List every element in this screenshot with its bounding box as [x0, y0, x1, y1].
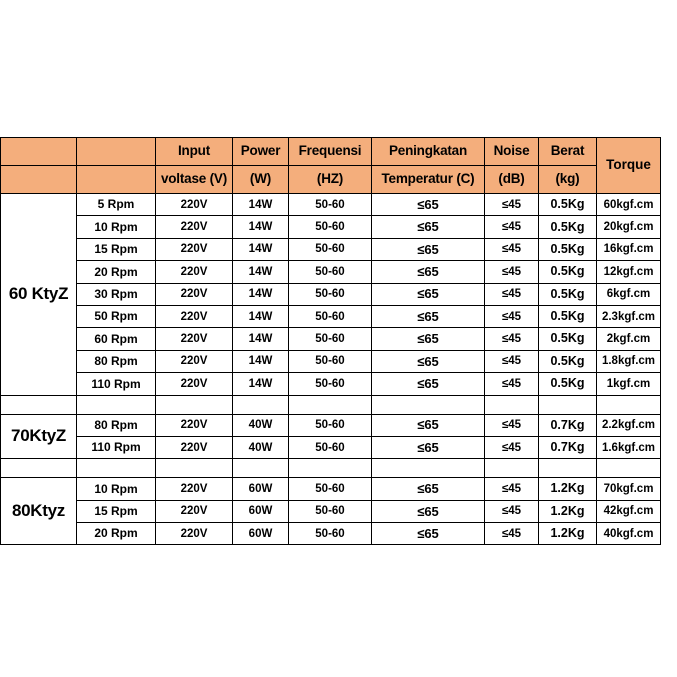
cell-power: 14W	[233, 328, 289, 350]
cell-power: 14W	[233, 261, 289, 283]
table-row	[1, 373, 661, 395]
cell-input: 220V	[156, 238, 233, 260]
cell-torque: 16kgf.cm	[597, 238, 661, 260]
header-row-top	[1, 138, 661, 166]
spacer-cell	[597, 395, 661, 414]
cell-power: 40W	[233, 414, 289, 436]
table-header	[1, 138, 661, 194]
cell-berat: 0.5Kg	[539, 194, 597, 216]
cell-temp: ≤65	[372, 238, 485, 260]
cell-rpm: 5 Rpm	[77, 194, 156, 216]
cell-noise: ≤45	[485, 194, 539, 216]
cell-torque: 12kgf.cm	[597, 261, 661, 283]
cell-freq: 50-60	[289, 373, 372, 395]
cell-freq: 50-60	[289, 414, 372, 436]
table-row	[1, 436, 661, 458]
header-input-top: Input	[156, 138, 233, 166]
table-row	[1, 350, 661, 372]
cell-power: 14W	[233, 305, 289, 327]
cell-rpm: 10 Rpm	[77, 216, 156, 238]
cell-rpm: 20 Rpm	[77, 523, 156, 545]
spacer-cell	[597, 459, 661, 478]
cell-power: 14W	[233, 194, 289, 216]
cell-power: 40W	[233, 436, 289, 458]
cell-rpm: 110 Rpm	[77, 436, 156, 458]
spacer-cell	[485, 395, 539, 414]
spacer-cell	[77, 459, 156, 478]
table-row	[1, 305, 661, 327]
cell-freq: 50-60	[289, 523, 372, 545]
section-spacer-row	[1, 459, 661, 478]
cell-rpm: 80 Rpm	[77, 350, 156, 372]
cell-torque: 2.3kgf.cm	[597, 305, 661, 327]
header-blank-model	[1, 138, 77, 166]
cell-noise: ≤45	[485, 283, 539, 305]
cell-freq: 50-60	[289, 283, 372, 305]
spacer-cell	[156, 395, 233, 414]
spacer-model-cell	[1, 395, 77, 414]
cell-input: 220V	[156, 350, 233, 372]
cell-berat: 0.5Kg	[539, 305, 597, 327]
cell-freq: 50-60	[289, 238, 372, 260]
cell-power: 14W	[233, 283, 289, 305]
section-spacer-row	[1, 395, 661, 414]
cell-berat: 1.2Kg	[539, 478, 597, 500]
table-row	[1, 500, 661, 522]
cell-temp: ≤65	[372, 328, 485, 350]
cell-torque: 42kgf.cm	[597, 500, 661, 522]
cell-noise: ≤45	[485, 414, 539, 436]
cell-temp: ≤65	[372, 194, 485, 216]
cell-input: 220V	[156, 283, 233, 305]
spacer-cell	[485, 459, 539, 478]
cell-berat: 1.2Kg	[539, 523, 597, 545]
spacer-cell	[372, 459, 485, 478]
cell-power: 60W	[233, 478, 289, 500]
cell-torque: 20kgf.cm	[597, 216, 661, 238]
header-noise-unit: (dB)	[485, 166, 539, 194]
cell-input: 220V	[156, 500, 233, 522]
table-row	[1, 478, 661, 500]
cell-berat: 0.5Kg	[539, 261, 597, 283]
cell-berat: 0.7Kg	[539, 436, 597, 458]
cell-input: 220V	[156, 523, 233, 545]
cell-input: 220V	[156, 261, 233, 283]
cell-freq: 50-60	[289, 216, 372, 238]
header-blank-model-2	[1, 166, 77, 194]
cell-freq: 50-60	[289, 194, 372, 216]
header-peningkatan-top: Peningkatan	[372, 138, 485, 166]
cell-berat: 0.5Kg	[539, 373, 597, 395]
spacer-cell	[233, 459, 289, 478]
table-row	[1, 216, 661, 238]
header-power-top: Power	[233, 138, 289, 166]
cell-temp: ≤65	[372, 414, 485, 436]
cell-torque: 60kgf.cm	[597, 194, 661, 216]
table-row	[1, 414, 661, 436]
header-power-unit: (W)	[233, 166, 289, 194]
cell-freq: 50-60	[289, 261, 372, 283]
header-noise-top: Noise	[485, 138, 539, 166]
cell-temp: ≤65	[372, 350, 485, 372]
cell-rpm: 50 Rpm	[77, 305, 156, 327]
cell-noise: ≤45	[485, 305, 539, 327]
cell-berat: 0.5Kg	[539, 328, 597, 350]
cell-berat: 0.5Kg	[539, 238, 597, 260]
cell-freq: 50-60	[289, 500, 372, 522]
cell-noise: ≤45	[485, 500, 539, 522]
cell-rpm: 15 Rpm	[77, 238, 156, 260]
cell-torque: 1.6kgf.cm	[597, 436, 661, 458]
spacer-cell	[539, 395, 597, 414]
cell-input: 220V	[156, 194, 233, 216]
table-row	[1, 238, 661, 260]
model-label-80ktyz: 80Ktyz	[1, 478, 77, 545]
cell-berat: 1.2Kg	[539, 500, 597, 522]
cell-freq: 50-60	[289, 305, 372, 327]
table-row	[1, 283, 661, 305]
header-frequensi-unit: (HZ)	[289, 166, 372, 194]
cell-input: 220V	[156, 328, 233, 350]
table-row	[1, 261, 661, 283]
spacer-cell	[77, 395, 156, 414]
cell-power: 14W	[233, 350, 289, 372]
spacer-cell	[233, 395, 289, 414]
spacer-cell	[372, 395, 485, 414]
cell-torque: 6kgf.cm	[597, 283, 661, 305]
spec-table	[0, 137, 661, 545]
cell-rpm: 80 Rpm	[77, 414, 156, 436]
cell-temp: ≤65	[372, 523, 485, 545]
cell-power: 14W	[233, 238, 289, 260]
cell-rpm: 15 Rpm	[77, 500, 156, 522]
cell-input: 220V	[156, 305, 233, 327]
cell-torque: 1kgf.cm	[597, 373, 661, 395]
header-blank-rpm-2	[77, 166, 156, 194]
table-row	[1, 194, 661, 216]
table-row	[1, 523, 661, 545]
model-label-60-ktyz: 60 KtyZ	[1, 194, 77, 396]
spacer-cell	[156, 459, 233, 478]
header-berat-unit: (kg)	[539, 166, 597, 194]
cell-temp: ≤65	[372, 216, 485, 238]
header-frequensi-top: Frequensi	[289, 138, 372, 166]
cell-noise: ≤45	[485, 373, 539, 395]
spacer-model-cell	[1, 459, 77, 478]
cell-berat: 0.7Kg	[539, 414, 597, 436]
cell-noise: ≤45	[485, 238, 539, 260]
cell-input: 220V	[156, 414, 233, 436]
cell-noise: ≤45	[485, 216, 539, 238]
cell-temp: ≤65	[372, 478, 485, 500]
header-peningkatan-unit: Temperatur (C)	[372, 166, 485, 194]
cell-temp: ≤65	[372, 283, 485, 305]
cell-noise: ≤45	[485, 328, 539, 350]
cell-input: 220V	[156, 216, 233, 238]
cell-berat: 0.5Kg	[539, 283, 597, 305]
model-label-70ktyz: 70KtyZ	[1, 414, 77, 459]
header-blank-rpm	[77, 138, 156, 166]
cell-noise: ≤45	[485, 478, 539, 500]
cell-noise: ≤45	[485, 523, 539, 545]
table-row	[1, 328, 661, 350]
header-input-unit: voltase (V)	[156, 166, 233, 194]
cell-input: 220V	[156, 478, 233, 500]
table-body	[1, 194, 661, 545]
cell-rpm: 110 Rpm	[77, 373, 156, 395]
spacer-cell	[289, 459, 372, 478]
cell-temp: ≤65	[372, 500, 485, 522]
cell-torque: 2kgf.cm	[597, 328, 661, 350]
cell-power: 14W	[233, 216, 289, 238]
cell-torque: 2.2kgf.cm	[597, 414, 661, 436]
cell-noise: ≤45	[485, 261, 539, 283]
cell-rpm: 20 Rpm	[77, 261, 156, 283]
header-row-bottom	[1, 166, 661, 194]
cell-freq: 50-60	[289, 478, 372, 500]
cell-input: 220V	[156, 373, 233, 395]
cell-power: 14W	[233, 373, 289, 395]
cell-temp: ≤65	[372, 305, 485, 327]
cell-freq: 50-60	[289, 350, 372, 372]
cell-rpm: 10 Rpm	[77, 478, 156, 500]
cell-temp: ≤65	[372, 373, 485, 395]
cell-berat: 0.5Kg	[539, 350, 597, 372]
cell-input: 220V	[156, 436, 233, 458]
spacer-cell	[289, 395, 372, 414]
cell-temp: ≤65	[372, 436, 485, 458]
cell-freq: 50-60	[289, 328, 372, 350]
cell-berat: 0.5Kg	[539, 216, 597, 238]
cell-noise: ≤45	[485, 436, 539, 458]
cell-noise: ≤45	[485, 350, 539, 372]
motor-specification-table	[0, 137, 661, 545]
cell-temp: ≤65	[372, 261, 485, 283]
cell-torque: 1.8kgf.cm	[597, 350, 661, 372]
cell-torque: 40kgf.cm	[597, 523, 661, 545]
cell-torque: 70kgf.cm	[597, 478, 661, 500]
cell-rpm: 30 Rpm	[77, 283, 156, 305]
header-berat-top: Berat	[539, 138, 597, 166]
cell-rpm: 60 Rpm	[77, 328, 156, 350]
cell-freq: 50-60	[289, 436, 372, 458]
spacer-cell	[539, 459, 597, 478]
cell-power: 60W	[233, 500, 289, 522]
header-torque: Torque	[597, 138, 661, 194]
cell-power: 60W	[233, 523, 289, 545]
